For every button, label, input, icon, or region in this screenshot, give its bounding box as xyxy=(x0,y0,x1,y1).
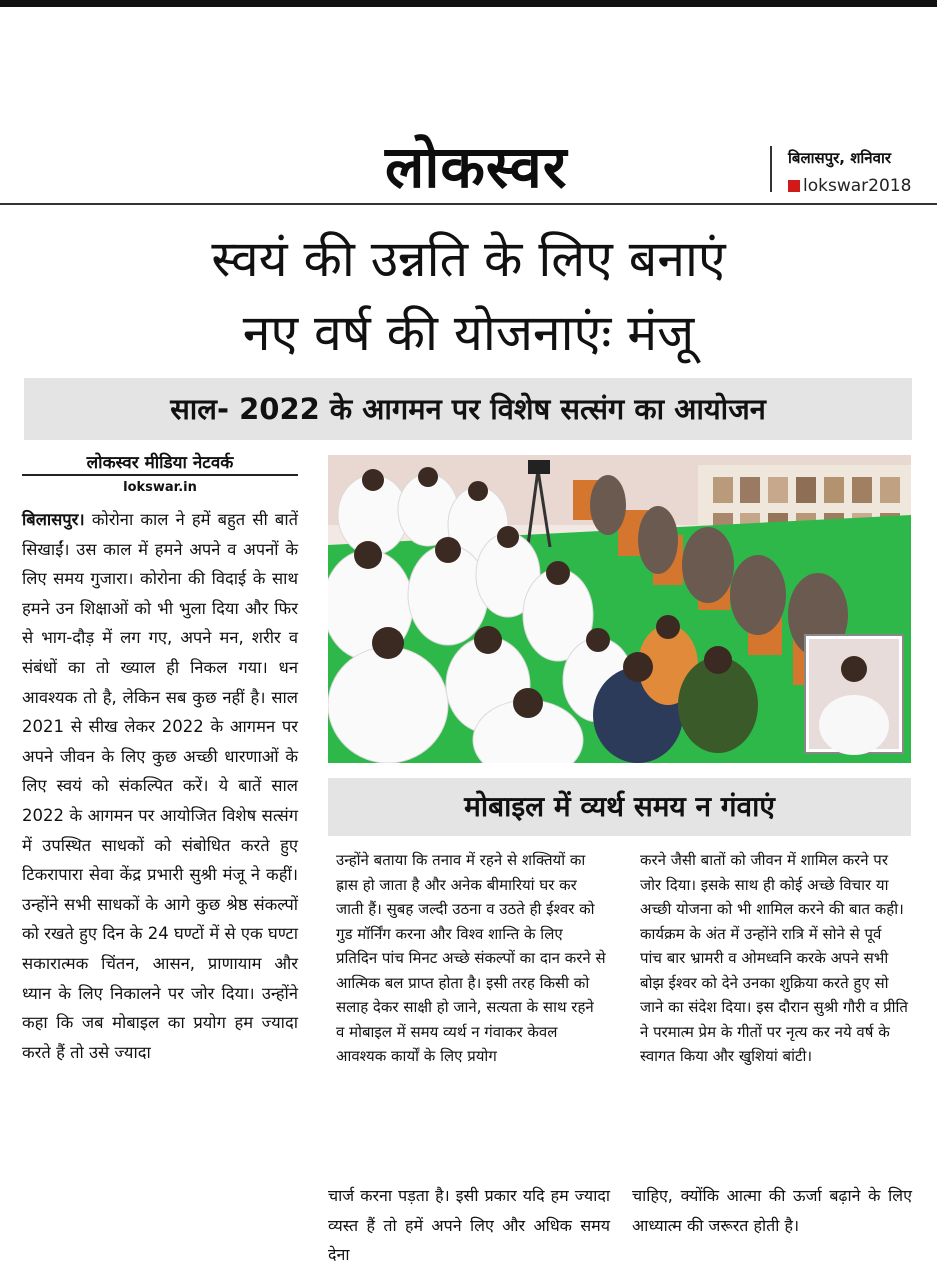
byline-website: lokswar.in xyxy=(123,480,197,495)
dateline: बिलासपुर। xyxy=(22,510,85,529)
box-column-1: उन्होंने बताया कि तनाव में रहने से शक्तियों का ह्रास हो जाता है और अनेक बीमारियां घर कर जाती हैं। सुबह जल्दी उठना व उठते ही ईश्वर को गुड मॉर्निंग करना और विश्व शान्ति के लिए प्रतिदिन पांच मिनट अच्छे संकल्पों का दान करने से आत्मिक बल प्राप्त होता है। इसी तरह किसी को सलाह देकर साक्षी हो जाने, सत्यता के साथ रहने व मोबाइल में समय व्यर्थ न गंवाकर केवल आवश्यक कार्यों के लिए प्रयोग xyxy=(336,851,606,1065)
byline-rule xyxy=(22,474,298,476)
box-column-2: करने जैसी बातों को जीवन में शामिल करने पर जोर दिया। इसके साथ ही कोई अच्छे विचार या अच्छी योजना को भी शामिल करने की बात कही। कार्यक्रम के अंत में उन्होंने रात्रि में सोने से पूर्व पांच बार भ्रामरी व ओमध्वनि करके अपने सभी बोझ ईश्वर को देने उनका शुक्रिया करते हुए सो जाने का संदेश दिया। इस दौरान सुश्री गौरी व प्रीति ने परमात्म प्रेम के गीतों पर नृत्य कर नये वर्ष के स्वागत किया और खुशियां बांटी। xyxy=(640,851,908,1065)
box-headline: मोबाइल में व्यर्थ समय न गंवाएं xyxy=(328,778,911,836)
article-column-1 xyxy=(22,505,298,1067)
masthead-dateline: बिलासपुर, शनिवार xyxy=(788,149,891,167)
byline: लोकस्वर मीडिया नेटवर्क xyxy=(86,453,234,473)
headline-line-2: नए वर्ष की योजनाएंः मंजू xyxy=(242,304,695,362)
column-1-text: कोरोना काल ने हमें बहुत सी बातें सिखाईं। उस काल में हमने अपने व अपनों के लिए समय गुजारा। कोरोना की विदाई के साथ हमने उन शिक्षाओं को भी भुला दिया और फिर से भाग-दौड़ में लग गए, अपने मन, शरीर व संबंधों का तो ख्याल ही निकल गया। धन आवश्यक तो है, लेकिन सब कुछ नहीं है। साल 2021 से सीख लेकर 2022 के आगमन पर अपने जीवन के लिए कुछ अच्छी धारणाओं के लिए स्वयं को संकल्पित करें। ये बातें साल 2022 के आगमन पर आयोजित विशेष सत्संग में उपस्थित साधकों को संबोधित करते हुए टिकरापारा सेवा केंद्र प्रभारी सुश्री मंजू ने कहीं। उन्होंने सभी साधकों के आगे कुछ श्रेष्ठ संकल्पों को रखते हुए दिन के 24 घण्टों में से एक घण्टा सकारात्मक चिंतन, आसन, प्राणायाम और ध्यान के लिए निकालने पर जोर दिया। उन्होंने कहा कि जब मोबाइल का प्रयोग हम ज्यादा करते हैं तो उसे ज्यादा xyxy=(22,510,298,1062)
subheadline-banner: साल- 2022 के आगमन पर विशेष सत्संग का आयोजन xyxy=(24,378,912,440)
satsang-photo-illustration xyxy=(328,455,911,763)
masthead-divider xyxy=(770,146,772,192)
red-square-icon xyxy=(788,180,800,192)
masthead-website xyxy=(788,176,911,196)
satsang-photo xyxy=(328,455,911,763)
top-border xyxy=(0,0,937,7)
article-column-2-end: चार्ज करना पड़ता है। इसी प्रकार यदि हम ज्यादा व्यस्त हैं तो हमें अपने लिए और अधिक समय देना xyxy=(328,1186,610,1264)
article-column-3-end: चाहिए, क्योंकि आत्मा की ऊर्जा बढ़ाने के लिए आध्यात्म की जरूरत होती है। xyxy=(632,1186,912,1235)
newspaper-masthead: लोकस्वर xyxy=(385,133,568,201)
headline-line-1: स्वयं की उन्नति के लिए बनाएं xyxy=(211,230,726,288)
masthead-website-text: lokswar2018 xyxy=(803,176,912,196)
masthead-rule xyxy=(0,203,937,205)
